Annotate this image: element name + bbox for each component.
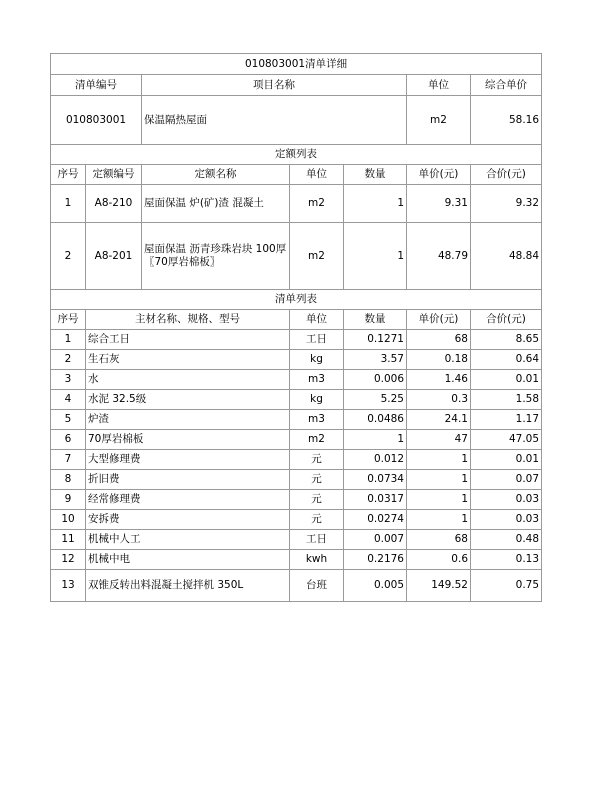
item-name: 保温隔热屋面 [142,96,407,145]
list-unit: m2 [290,430,344,450]
list-qty: 0.005 [344,570,407,602]
list-row [51,490,542,510]
list-price: 0.18 [407,350,471,370]
list-row [51,530,542,550]
list-header-name: 主材名称、规格、型号 [86,310,290,330]
list-row [51,330,542,350]
list-seq: 8 [51,470,86,490]
list-seq: 4 [51,390,86,410]
list-price: 1 [407,450,471,470]
list-qty: 0.0274 [344,510,407,530]
list-name: 机械中人工 [86,530,290,550]
list-row [51,470,542,490]
header-unit-price: 综合单价 [471,75,542,96]
quota-name: 屋面保温 炉(矿)渣 混凝土 [142,185,290,223]
list-seq: 9 [51,490,86,510]
list-name: 炉渣 [86,410,290,430]
list-row [51,510,542,530]
list-total: 0.75 [471,570,542,602]
list-seq: 6 [51,430,86,450]
list-total: 0.48 [471,530,542,550]
header-item-name: 项目名称 [142,75,407,96]
quota-price: 48.79 [407,223,471,290]
quota-header-unit: 单位 [290,165,344,185]
list-seq: 10 [51,510,86,530]
quota-code: A8-210 [86,185,142,223]
quota-seq: 2 [51,223,86,290]
list-name: 经常修理费 [86,490,290,510]
list-unit: 元 [290,490,344,510]
list-seq: 7 [51,450,86,470]
quota-unit: m2 [290,223,344,290]
list-price: 68 [407,530,471,550]
list-total: 1.17 [471,410,542,430]
list-name: 大型修理费 [86,450,290,470]
list-row [51,370,542,390]
list-price: 1 [407,490,471,510]
list-total: 0.01 [471,370,542,390]
list-unit: 元 [290,510,344,530]
list-price: 1 [407,510,471,530]
list-price: 68 [407,330,471,350]
list-total: 1.58 [471,390,542,410]
header-unit: 单位 [407,75,471,96]
list-name: 折旧费 [86,470,290,490]
quota-unit: m2 [290,185,344,223]
list-total: 0.01 [471,450,542,470]
list-header-unit: 单位 [290,310,344,330]
quota-name: 屋面保温 沥青珍珠岩块 100厚〖70厚岩棉板〗 [142,223,290,290]
list-price: 47 [407,430,471,450]
list-price: 1 [407,470,471,490]
quota-qty: 1 [344,185,407,223]
list-header-seq: 序号 [51,310,86,330]
quota-seq: 1 [51,185,86,223]
item-unit-price: 58.16 [471,96,542,145]
list-header-qty: 数量 [344,310,407,330]
list-unit: 工日 [290,330,344,350]
list-name: 水泥 32.5级 [86,390,290,410]
quota-header-price: 单价(元) [407,165,471,185]
list-seq: 3 [51,370,86,390]
header-bill-code: 清单编号 [51,75,142,96]
list-name: 双锥反转出料混凝土搅拌机 350L [86,570,290,602]
list-row [51,350,542,370]
list-qty: 0.1271 [344,330,407,350]
list-qty: 0.0317 [344,490,407,510]
quota-header-name: 定额名称 [142,165,290,185]
list-total: 0.13 [471,550,542,570]
quota-total: 9.32 [471,185,542,223]
list-name: 机械中电 [86,550,290,570]
list-name: 70厚岩棉板 [86,430,290,450]
quota-header-seq: 序号 [51,165,86,185]
list-unit: 台班 [290,570,344,602]
list-unit: kg [290,390,344,410]
list-seq: 5 [51,410,86,430]
bill-detail-table [50,53,542,602]
quota-total: 48.84 [471,223,542,290]
list-price: 24.1 [407,410,471,430]
list-unit: 元 [290,470,344,490]
list-total: 8.65 [471,330,542,350]
list-name: 安拆费 [86,510,290,530]
quota-price: 9.31 [407,185,471,223]
list-name: 生石灰 [86,350,290,370]
list-total: 0.03 [471,490,542,510]
list-row [51,570,542,602]
list-price: 0.3 [407,390,471,410]
list-unit: kg [290,350,344,370]
list-row [51,430,542,450]
list-row [51,450,542,470]
list-qty: 1 [344,430,407,450]
list-unit: 元 [290,450,344,470]
list-total: 0.03 [471,510,542,530]
list-qty: 3.57 [344,350,407,370]
bill-code: 010803001 [51,96,142,145]
list-qty: 0.006 [344,370,407,390]
list-row [51,410,542,430]
list-total: 0.64 [471,350,542,370]
item-unit: m2 [407,96,471,145]
list-seq: 11 [51,530,86,550]
list-name: 水 [86,370,290,390]
list-seq: 12 [51,550,86,570]
list-unit: 工日 [290,530,344,550]
list-qty: 0.0486 [344,410,407,430]
quota-header-code: 定额编号 [86,165,142,185]
list-qty: 5.25 [344,390,407,410]
list-unit: kwh [290,550,344,570]
quota-qty: 1 [344,223,407,290]
list-unit: m3 [290,410,344,430]
quota-header-qty: 数量 [344,165,407,185]
list-unit: m3 [290,370,344,390]
list-price: 149.52 [407,570,471,602]
list-name: 综合工日 [86,330,290,350]
quota-section-title: 定额列表 [51,145,542,165]
quota-header-total: 合价(元) [471,165,542,185]
list-seq: 1 [51,330,86,350]
list-row [51,550,542,570]
list-total: 0.07 [471,470,542,490]
list-header-total: 合价(元) [471,310,542,330]
list-qty: 0.007 [344,530,407,550]
quota-row [51,185,542,223]
list-seq: 2 [51,350,86,370]
list-total: 47.05 [471,430,542,450]
list-qty: 0.012 [344,450,407,470]
list-header-price: 单价(元) [407,310,471,330]
list-qty: 0.2176 [344,550,407,570]
table-title: 010803001清单详细 [51,54,542,75]
list-body [51,330,542,602]
quota-row [51,223,542,290]
list-seq: 13 [51,570,86,602]
list-section-title: 清单列表 [51,290,542,310]
list-price: 0.6 [407,550,471,570]
quota-code: A8-201 [86,223,142,290]
list-row [51,390,542,410]
list-price: 1.46 [407,370,471,390]
list-qty: 0.0734 [344,470,407,490]
